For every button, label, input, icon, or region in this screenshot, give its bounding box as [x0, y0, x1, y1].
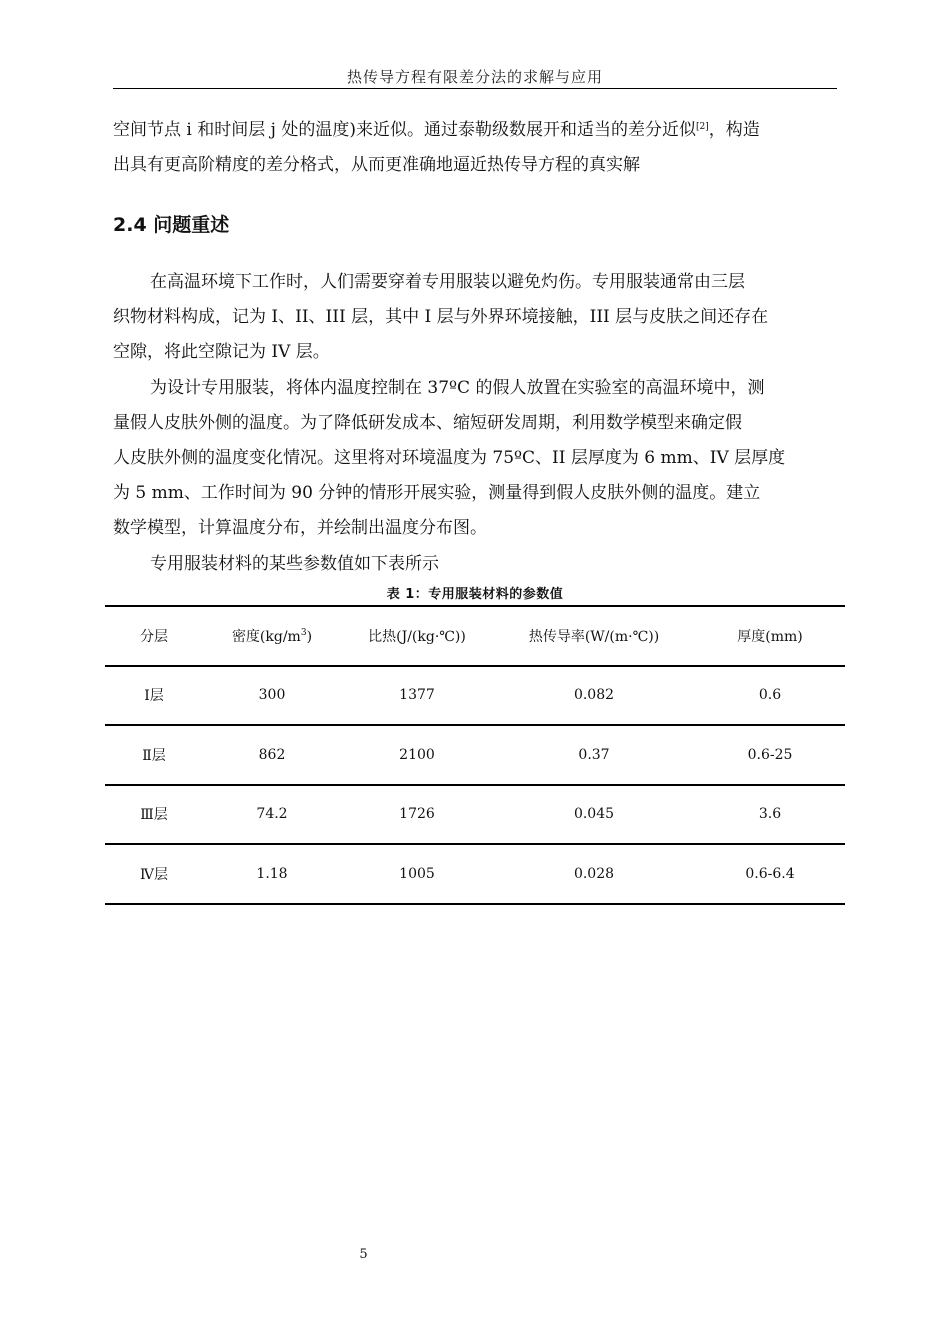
cell-density: 300 — [203, 666, 341, 726]
table-row — [105, 785, 845, 845]
header-layer: 分层 — [105, 606, 203, 666]
cell-thickness: 0.6-25 — [695, 725, 845, 785]
cell-conductivity: 0.028 — [493, 844, 695, 904]
cell-specific-heat: 1377 — [341, 666, 493, 726]
cell-layer: Ⅰ层 — [105, 666, 203, 726]
cell-conductivity: 0.082 — [493, 666, 695, 726]
table-header-row — [105, 606, 845, 666]
cell-thickness: 3.6 — [695, 785, 845, 845]
cell-density: 1.18 — [203, 844, 341, 904]
cell-specific-heat: 1726 — [341, 785, 493, 845]
paragraph-1-line: 织物材料构成，记为 I、II、III 层，其中 I 层与外界环境接触，III 层与皮肤之间还存在 — [113, 307, 769, 327]
cell-layer: Ⅲ层 — [105, 785, 203, 845]
header-density-text: 密度(kg/m — [231, 628, 301, 645]
paragraph-2-line: 为 5 mm、工作时间为 90 分钟的情形开展实验，测量得到假人皮肤外侧的温度。建立 — [113, 483, 761, 503]
parameters-table — [105, 605, 845, 905]
cell-conductivity: 0.045 — [493, 785, 695, 845]
cell-layer: Ⅱ层 — [105, 725, 203, 785]
header-density — [203, 606, 341, 666]
cell-density: 74.2 — [203, 785, 341, 845]
intro-line-1-tail: ，构造 — [708, 120, 760, 140]
paragraph-1-line: 空隙，将此空隙记为 IV 层。 — [113, 342, 330, 362]
page-number: 5 — [359, 1247, 368, 1262]
table-row — [105, 844, 845, 904]
table-row — [105, 725, 845, 785]
table-caption: 表 1：专用服装材料的参数值 — [386, 587, 564, 602]
cell-layer: Ⅳ层 — [105, 844, 203, 904]
cell-specific-heat: 1005 — [341, 844, 493, 904]
cell-conductivity: 0.37 — [493, 725, 695, 785]
intro-line-2: 出具有更高阶精度的差分格式，从而更准确地逼近热传导方程的真实解 — [113, 155, 640, 175]
paragraph-2-line: 人皮肤外侧的温度变化情况。这里将对环境温度为 75ºC、II 层厚度为 6 mm、IV 层厚度 — [113, 448, 786, 468]
paragraph-1-line: 在高温环境下工作时，人们需要穿着专用服装以避免灼伤。专用服装通常由三层 — [150, 272, 745, 292]
cell-specific-heat: 2100 — [341, 725, 493, 785]
cell-density: 862 — [203, 725, 341, 785]
paragraph-1 — [113, 265, 837, 370]
paragraph-3-line: 专用服装材料的某些参数值如下表所示 — [150, 554, 439, 574]
cell-thickness: 0.6 — [695, 666, 845, 726]
intro-continuation — [113, 113, 837, 183]
header-conductivity: 热传导率(W/(m·℃)) — [493, 606, 695, 666]
header-rule — [113, 88, 837, 89]
running-header: 热传导方程有限差分法的求解与应用 — [346, 68, 603, 86]
intro-line-1-text: 空间节点 i 和时间层 j 处的温度)来近似。通过泰勒级数展开和适当的差分近似 — [113, 120, 696, 140]
table-row — [105, 666, 845, 726]
header-thickness: 厚度(mm) — [695, 606, 845, 666]
paragraph-2 — [113, 371, 837, 546]
paragraph-2-line: 数学模型，计算温度分布，并绘制出温度分布图。 — [113, 518, 487, 538]
cell-thickness: 0.6-6.4 — [695, 844, 845, 904]
paragraph-2-line: 量假人皮肤外侧的温度。为了降低研发成本、缩短研发周期，利用数学模型来确定假 — [113, 413, 742, 433]
citation-ref[interactable]: [2] — [695, 122, 709, 132]
paragraph-3 — [113, 547, 837, 582]
header-density-close: ) — [306, 628, 313, 645]
header-specific-heat: 比热(J/(kg·℃)) — [341, 606, 493, 666]
section-heading: 2.4 问题重述 — [113, 214, 230, 236]
intro-line-1 — [113, 113, 837, 148]
header-density-exponent: 3 — [300, 627, 307, 638]
paragraph-2-line: 为设计专用服装，将体内温度控制在 37ºC 的假人放置在实验室的高温环境中，测 — [150, 378, 765, 398]
